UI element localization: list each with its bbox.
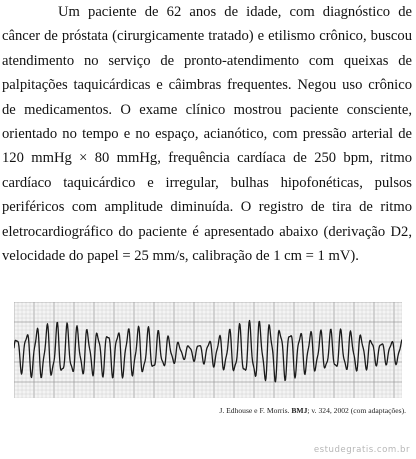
ecg-rhythm-strip — [14, 302, 402, 398]
question-paragraph: Um paciente de 62 anos de idade, com diagnóstico de câncer de próstata (cirurgicamente tratado) e etilismo crônico, buscou atendimento no serviço de pronto-atendimento com queixas de palpitações taquicárdicas e câimbras frequentes. Negou uso crônico de medicamentos. O exame clínico mostrou paciente consciente, orientado no tempo e no espaço, acianótico, com pressão arterial de 120 mmHg × 80 mmHg, frequência cardíaca de 250 bpm, ritmo cardíaco taquicárdico e irregular, bulhas hipofonéticas, pulsos periféricos com amplitude diminuída. O registro de tira de ritmo eletrocardiográfico do paciente é apresentado abaixo (derivação D2, velocidade do papel = 25 mm/s, calibração de 1 cm = 1 mV). — [2, 4, 412, 265]
citation-journal: BMJ — [291, 406, 308, 415]
figure-citation — [219, 406, 406, 415]
ecg-strip-graphic — [14, 302, 402, 398]
citation-authors: J. Edhouse e F. Morris. — [219, 406, 290, 415]
site-watermark: estudegratis.com.br — [313, 445, 410, 455]
citation-details: ; v. 324, 2002 (com adaptações). — [307, 406, 406, 415]
